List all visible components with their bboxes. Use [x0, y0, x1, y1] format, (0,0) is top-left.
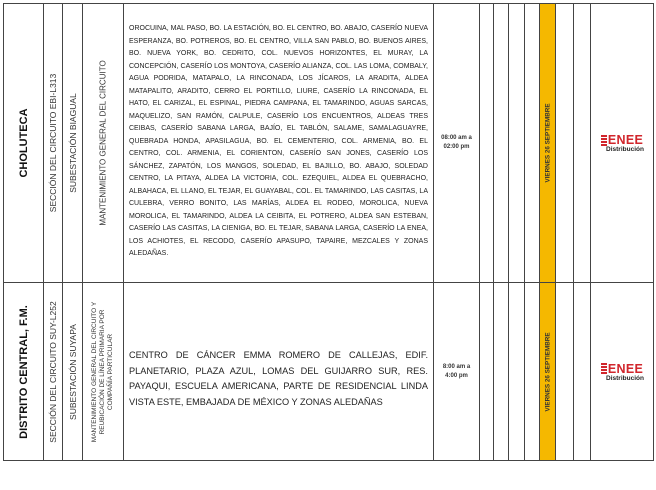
zone-name: CHOLUTECA: [17, 108, 30, 178]
grid-cell: [555, 282, 574, 461]
enee-logo-icon: [601, 135, 607, 146]
outage-schedule-table: [3, 3, 654, 461]
grid-cell: [493, 282, 509, 461]
date-cell: [539, 282, 556, 461]
logo-cell: [590, 282, 654, 461]
section-cell: [43, 282, 63, 461]
enee-logo: [591, 133, 653, 153]
substation-name: SUBESTACIÓN BIAGUAL: [67, 93, 78, 193]
circuit-section: SECCIÓN DEL CIRCUITO EBI-L313: [48, 73, 58, 213]
logo-text: ENEE: [607, 133, 644, 147]
grid-cell: [479, 282, 494, 461]
grid-cell: [524, 282, 540, 461]
work-description: [91, 301, 115, 441]
date-cell: [539, 3, 556, 283]
enee-logo: [591, 362, 653, 382]
zone-cell: [3, 3, 44, 283]
grid-cell: [573, 3, 591, 283]
logo-text: ENEE: [607, 361, 644, 376]
affected-areas: CENTRO DE CÁNCER EMMA ROMERO DE CALLEJAS, EDIF. PLANETARIO, PLAZA AZUL, LOMAS DEL GUIJARRO SUR, RES. PAYAQUI, ESCUELA AMERICANA, PARTE DE RESIDENCIAL LINDA VISTA ESTE, EMBAJADA DE MÉXICO Y ZONAS ALEDAÑAS: [129, 350, 428, 407]
grid-cell: [555, 3, 574, 283]
grid-cell: [573, 282, 591, 461]
time-cell: [433, 282, 480, 461]
logo-subtext: Distribución: [606, 374, 644, 382]
schedule-time: [434, 134, 479, 152]
logo-cell: [590, 3, 654, 283]
grid-cell: [508, 3, 525, 283]
grid-cell: [508, 282, 525, 461]
substation-cell: [62, 282, 83, 461]
time-cell: [433, 3, 480, 283]
outage-date: VIERNES 26 SEPTIEMBRE: [544, 103, 551, 183]
work-cell: [82, 282, 124, 461]
work-line: MANTENIMIENTO GENERAL DEL CIRCUITO Y: [91, 301, 98, 442]
outage-date: VIERNES 26 SEPTIEMBRE: [544, 331, 551, 412]
logo-subtext: Distribución: [606, 146, 644, 153]
section-cell: [43, 3, 63, 283]
affected-areas: OROCUINA, MAL PASO, BO. LA ESTACIÓN, BO. EL CENTRO, BO. ABAJO, CASERÍO NUEVA ESPERANZA, BO. POTREROS, BO. EL CENTRO, VILLA SAN PABLO, BO. BUENOS AIRES, BO. NUEVA YORK, BO. CEDRITO, COL. NUEVOS HORIZONTES, EL MURAY, LA CONCEPCIÓN, CASERÍO LOS MONTOYA, CASERÍO ALIANZA, COL. LAS LOMA, COMBALY, AGUA PODRIDA, MATAPALO, LA RINCONADA, LOS JÍCAROS, LA ARADITA, ALDEA MATAPALITO, ARADITO, CERRO EL PORTILLO, LIURE, CASERÍO LA RINCONADA, EL HATO, EL CARIZAL, EL ESPINAL, PIEDRA CAMPANA, EL TAMARINDO, AGUAS SARCAS, MAQUELIZO, SAN RAMÓN, CALPULE, CASERÍO LOS ENCUENTROS, ALDEAS TRES CEIBAS, CASERÍO SABANA LARGA, BAJÍO, EL TABLÓN, SALAME, SAMALAGUAYRE, QUEBRADA HONDA, APASILAGUA, BO. EL CEMENTERIO, COL. ARMENIA, BO. EL CENTRO, COL. ARMENIA, EL CORIENTON, CASERÍO SAN JONES, CASERÍO LOS SÁNCHEZ, ZAPATÓN, LOS MANGOS, SOLEDAD, EL BAJILLO, BO. ABAJO, SOLEDAD CENTRO, LA PITAYA, ALDEA LA VICTORIA, COL. EZEQUIEL, ALDEA EL QUEBRACHO, ALBAHACA, EL LLANO, EL TEJAR, EL GUAYABAL, COL. EL TAMARINDO, LAS CASITAS, LA CULEBRA, VERRO BONITO, LAS MARÍAS, ALDEA EL RODEO, MOROLICA, NUEVA MOROLICA, EL TAMARINDO, ALDEA LA CEIBITA, EL POTRERO, ALDEA SAN ESTEBAN, CASERÍO LAS CASITAS, LA CIENIGA, BO. EL TEJAR, SABANA LARGA, CASERÍO LA ENEA, LOS ACHIOTES, EL RECODO, CASERÍO APASUPO, TAPAIRE, MEZCALES Y ZONAS ALEDAÑAS.: [129, 25, 428, 257]
substation-name: SUBESTACIÓN SUYAPA: [67, 323, 78, 420]
substation-cell: [62, 3, 83, 283]
time-start: 08:00 am a: [441, 135, 472, 141]
grid-cell: [493, 3, 509, 283]
areas-cell: [123, 282, 434, 461]
work-line: REUBICACIÓN DE LÍNEA PRIMARIA POR: [99, 309, 106, 434]
work-description: MANTENIMIENTO GENERAL DEL CIRCUITO: [98, 60, 108, 226]
schedule-time: [434, 363, 479, 381]
time-start: 8:00 am a: [442, 363, 471, 370]
time-end: 4:00 pm: [445, 372, 468, 379]
zone-name: DISTRITO CENTRAL, F.M.: [17, 304, 30, 439]
enee-logo-icon: [601, 363, 607, 374]
work-cell: [82, 3, 124, 283]
zone-cell: [3, 282, 44, 461]
grid-cell: [524, 3, 540, 283]
areas-cell: [123, 3, 434, 283]
work-line: COMPAÑÍA PARTICULAR: [107, 333, 114, 410]
grid-cell: [479, 3, 494, 283]
circuit-section: SECCIÓN DEL CIRCUITO SUY-L252: [48, 300, 58, 443]
time-end: 02:00 pm: [443, 144, 470, 150]
